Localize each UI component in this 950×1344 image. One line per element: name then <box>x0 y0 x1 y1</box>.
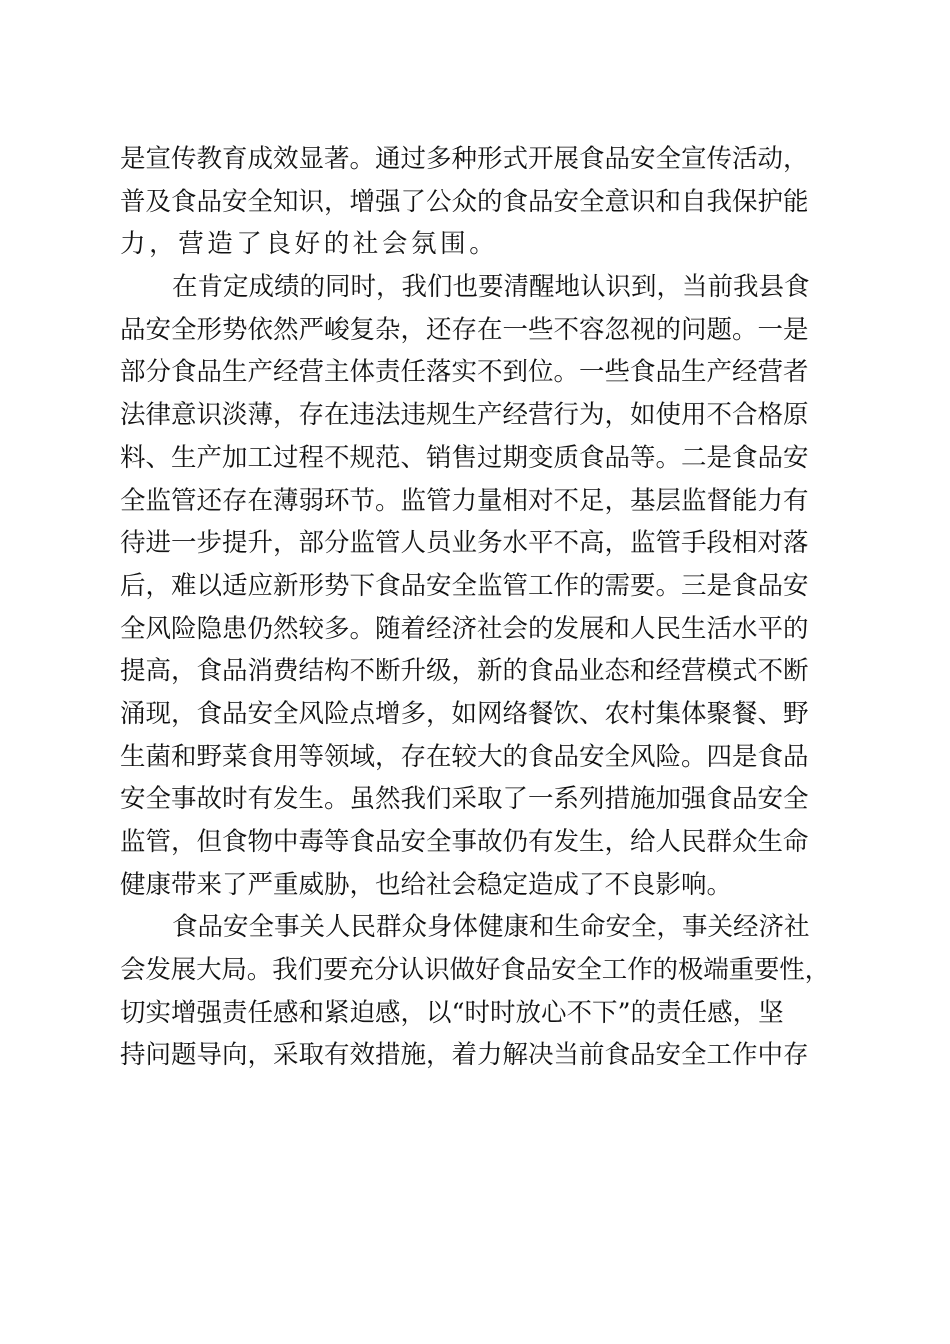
text-line: 切实增强责任感和紧迫感，以“时时放心不下”的责任感，坚 <box>120 997 784 1028</box>
text-line: 食品安全事关人民群众身体健康和生命安全，事关经济社 <box>172 912 810 943</box>
text-line: 全风险隐患仍然较多。随着经济社会的发展和人民生活水平的 <box>120 613 809 644</box>
text-line: 在肯定成绩的同时，我们也要清醒地认识到，当前我县食 <box>172 272 810 303</box>
text-line: 待进一步提升，部分监管人员业务水平不高，监管手段相对落 <box>120 528 809 559</box>
text-line: 品安全形势依然严峻复杂，还存在一些不容忽视的问题。一是 <box>120 314 809 345</box>
text-line: 提高，食品消费结构不断升级，新的食品业态和经营模式不断 <box>120 656 809 687</box>
text-line: 料、生产加工过程不规范、销售过期变质食品等。二是食品安 <box>120 442 809 473</box>
text-line: 力，营造了良好的社会氛围。 <box>120 229 499 260</box>
text-line: 法律意识淡薄，存在违法违规生产经营行为，如使用不合格原 <box>120 400 809 431</box>
text-line: 安全事故时有发生。虽然我们采取了一系列措施加强食品安全 <box>120 784 809 815</box>
text-line: 部分食品生产经营主体责任落实不到位。一些食品生产经营者 <box>120 357 809 388</box>
paragraph <box>120 906 830 1077</box>
paragraph <box>120 138 830 266</box>
text-line: 涌现，食品安全风险点增多，如网络餐饮、农村集体聚餐、野 <box>120 698 809 729</box>
document-page <box>120 138 830 1077</box>
text-line: 持问题导向，采取有效措施，着力解决当前食品安全工作中存 <box>120 1040 809 1071</box>
text-line: 监管，但食物中毒等食品安全事故仍有发生，给人民群众生命 <box>120 827 809 857</box>
text-line: 普及食品安全知识，增强了公众的食品安全意识和自我保护能 <box>120 186 809 217</box>
text-line: 健康带来了严重威胁，也给社会稳定造成了不良影响。 <box>120 869 733 900</box>
text-line: 会发展大局。我们要充分认识做好食品安全工作的极端重要性， <box>120 955 831 986</box>
text-line: 是宣传教育成效显著。通过多种形式开展食品安全宣传活动， <box>120 144 809 174</box>
text-line: 后，难以适应新形势下食品安全监管工作的需要。三是食品安 <box>120 570 809 601</box>
text-line: 生菌和野菜食用等领域，存在较大的食品安全风险。四是食品 <box>120 741 809 772</box>
paragraph <box>120 266 830 906</box>
text-line: 全监管还存在薄弱环节。监管力量相对不足，基层监督能力有 <box>120 485 809 516</box>
